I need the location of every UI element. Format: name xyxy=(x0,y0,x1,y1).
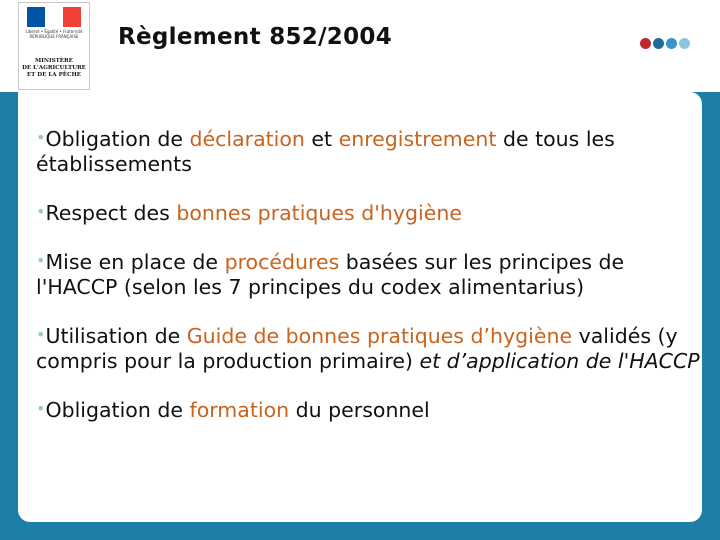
decor-dot xyxy=(666,38,677,49)
bullet-item xyxy=(36,125,701,177)
bullet-text: Obligation de xyxy=(45,398,190,422)
decor-dot xyxy=(679,38,690,49)
bullet-mark-icon: • xyxy=(36,251,46,270)
bullet-text: du personnel xyxy=(289,398,430,422)
highlight-text: Guide de bonnes pratiques d’hygiène xyxy=(186,324,573,348)
decor-dot xyxy=(640,38,651,49)
bullet-text: Mise en place de xyxy=(45,250,225,274)
highlight-text: déclaration xyxy=(189,127,305,151)
decorative-dots xyxy=(640,38,690,49)
highlight-text: bonnes pratiques d'hygiène xyxy=(176,201,462,225)
bullet-mark-icon: • xyxy=(36,128,46,147)
flag-white-stripe xyxy=(45,7,63,27)
bullet-text: et xyxy=(304,127,339,151)
highlight-text: enregistrement xyxy=(338,127,497,151)
bullet-text: Respect des xyxy=(45,201,177,225)
bullet-text: basées sur les principes de l'HACCP (selon les 7 principes du codex alimentarius) xyxy=(36,250,625,299)
highlight-text: formation xyxy=(189,398,290,422)
ministry-logo xyxy=(18,2,90,90)
bullet-text: validés (y compris pour la production primaire) xyxy=(36,324,678,373)
flag-red-stripe xyxy=(63,7,81,27)
flag-blue-stripe xyxy=(27,7,45,27)
bullet-item xyxy=(36,248,701,300)
bullet-list xyxy=(36,125,701,445)
italic-text: et d’application de l'HACCP xyxy=(419,349,700,373)
bullet-text: Obligation de xyxy=(45,127,190,151)
bullet-item xyxy=(36,199,701,226)
bullet-mark-icon: • xyxy=(36,202,46,221)
decor-dot xyxy=(653,38,664,49)
ministry-name: MINISTÈRE DE L'AGRICULTURE ET DE LA PÊCHE xyxy=(22,58,86,78)
bullet-mark-icon: • xyxy=(36,399,46,418)
bullet-text: Utilisation de xyxy=(45,324,187,348)
slide-title: Règlement 852/2004 xyxy=(118,24,393,50)
french-flag-icon xyxy=(27,7,81,27)
highlight-text: procédures xyxy=(224,250,340,274)
bullet-item xyxy=(36,396,701,423)
republic-motto: Liberté • Égalité • Fraternité RÉPUBLIQUE FRANÇAISE xyxy=(25,29,83,39)
bullet-item xyxy=(36,322,701,374)
bullet-text: de tous les établissements xyxy=(36,127,615,176)
bullet-mark-icon: • xyxy=(36,325,46,344)
